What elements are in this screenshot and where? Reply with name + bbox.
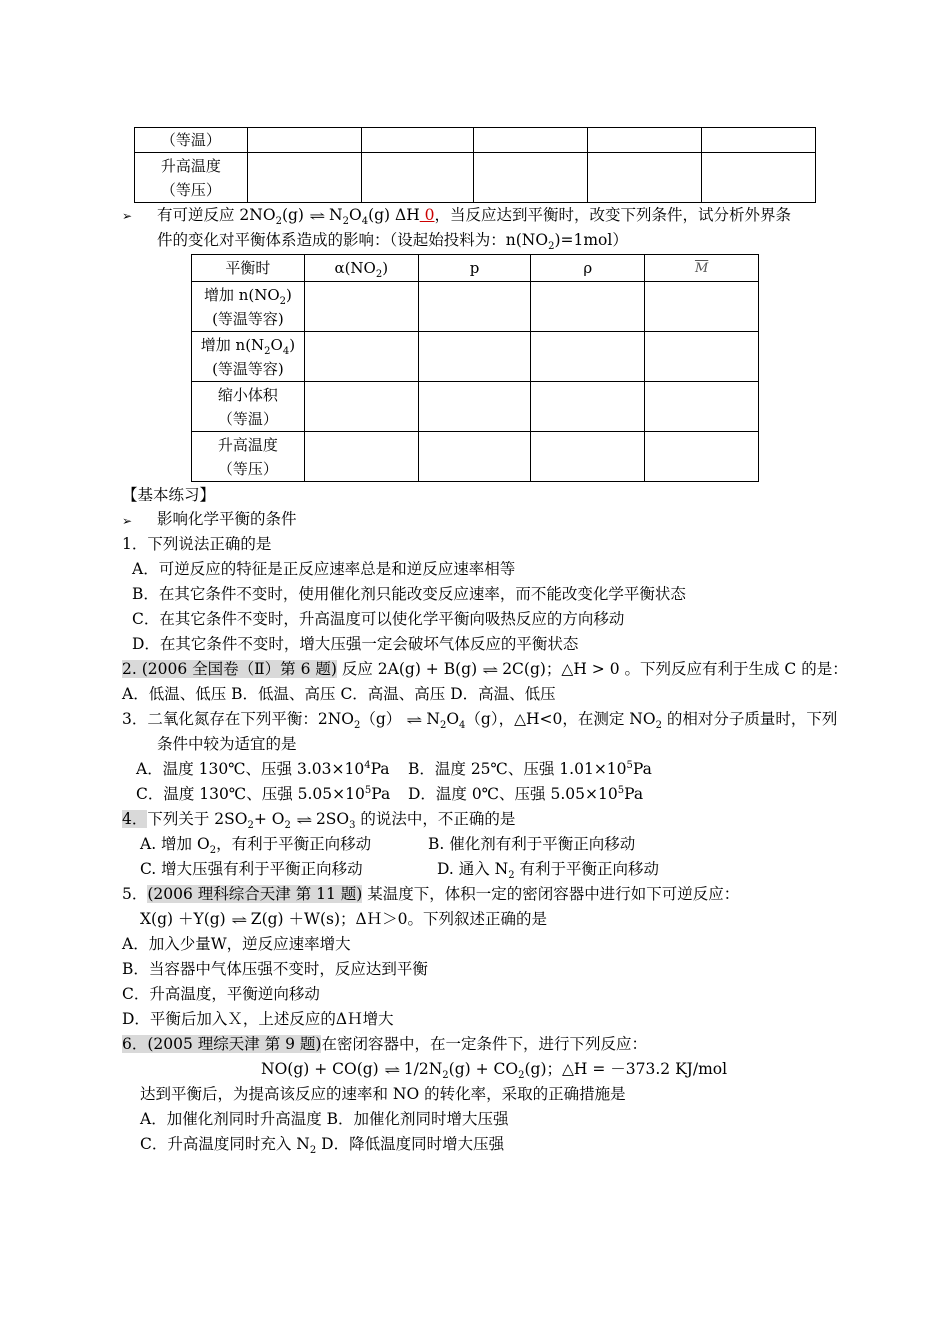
table-row	[192, 282, 759, 332]
row-label: 升高温度 （等压）	[192, 432, 305, 482]
option-b: B．温度 25℃、压强 $1.01\times 10^5Pa$	[408, 759, 652, 778]
question-stem: 2. (2006 全国卷（Ⅱ）第 6 题) 反应 2A(g) + B(g) ⇌ 2C(g)；△H > 0 。下列反应有利于生成 C 的是：	[122, 660, 848, 678]
equilibrium-arrow-icon: ⇌	[482, 663, 497, 677]
answer-blank: 0	[419, 206, 435, 224]
option-d: D．平衡后加入Ｘ，上述反应的ΔＨ增大	[122, 1010, 394, 1028]
row-label: 缩小体积 （等温）	[192, 382, 305, 432]
option-a: A．温度 130℃、压强 $3.03\times 10^4Pa$	[136, 759, 390, 778]
subsection-title: 影响化学平衡的条件	[157, 510, 297, 528]
table-partial-top	[134, 127, 816, 203]
column-header: ρ	[531, 255, 645, 282]
equilibrium-arrow-icon: ⇌	[309, 209, 324, 223]
question-intro-line2: 件的变化对平衡体系造成的影响：（设起始投料为：$n(NO_2)=1mol$）	[157, 231, 628, 253]
row-label: 增加 $n(NO_2)$ (等温等容)	[192, 282, 305, 332]
option-b: B. 催化剂有利于平衡正向移动	[428, 835, 636, 853]
option-a: A. 增加 $O_2$，有利于平衡正向移动	[140, 835, 372, 857]
table-row	[135, 153, 816, 203]
option-b: B．在其它条件不变时，使用催化剂只能改变反应速率，而不能改变化学平衡状态	[132, 585, 686, 603]
question-source: (2006 理科综合天津 第 11 题)	[147, 885, 363, 903]
row-label: 升高温度 （等压）	[135, 153, 248, 203]
table-header-row	[192, 255, 759, 282]
reaction-equation: NO(g) + CO(g) ⇌ $1/2N_2(g) + CO_2(g)$；△H = －373.2 KJ/mol	[261, 1060, 728, 1082]
table-row	[192, 382, 759, 432]
question-stem-line2: 达到平衡后，为提高该反应的速率和 NO 的转化率，采取的正确措施是	[140, 1085, 626, 1103]
table-row	[192, 332, 759, 382]
question-stem: 3．二氧化氮存在下列平衡：$2NO_2(g)$ ⇌ $N_2O_4(g)$，△H<0，在测定 $NO_2$ 的相对分子质量时，下列	[122, 710, 838, 732]
equilibrium-arrow-icon: ⇌	[296, 813, 311, 827]
option-d: D．在其它条件不变时，增大压强一定会破坏气体反应的平衡状态	[132, 635, 579, 653]
question-intro-line1: 有可逆反应 $2NO_2(g)$ ⇌ $N_2O_4(g)$ ΔH 0，当反应达到平衡时，改变下列条件，试分析外界条	[157, 206, 792, 228]
question-stem: 5．(2006 理科综合天津 第 11 题) 某温度下，体积一定的密闭容器中进行如下可逆反应：	[122, 885, 740, 903]
option-b: B．当容器中气体压强不变时，反应达到平衡	[122, 960, 428, 978]
table-row	[192, 432, 759, 482]
equilibrium-arrow-icon: ⇌	[384, 1063, 399, 1077]
reaction-equation: X(g) ＋Y(g) ⇌ Z(g) ＋W(s)；ΔＨ＞0。下列叙述正确的是	[140, 910, 548, 928]
column-header: p	[418, 255, 531, 282]
options-row: C．升高温度同时充入 $N_2$ D．降低温度同时增大压强	[140, 1135, 505, 1157]
option-c: C．温度 130℃、压强 $5.05\times 10^5Pa$	[136, 784, 391, 803]
column-header: $\alpha(NO_2)$	[304, 255, 418, 282]
question-source: 6．(2005 理综天津 第 9 题)	[122, 1035, 322, 1053]
bullet-icon: ➢	[122, 209, 133, 223]
options-row: A．低温、低压 B．低温、高压 C．高温、高压 D．高温、低压	[122, 685, 556, 703]
options-row: A．加催化剂同时升高温度 B．加催化剂同时增大压强	[140, 1110, 509, 1128]
question-stem-line2: 条件中较为适宜的是	[157, 735, 297, 753]
option-a: A．加入少量W，逆反应速率增大	[122, 935, 351, 953]
equilibrium-arrow-icon: ⇌	[406, 713, 422, 727]
table-row	[135, 128, 816, 153]
option-a: A．可逆反应的特征是正反应速率总是和逆反应速率相等	[132, 560, 516, 578]
row-label: （等温）	[135, 128, 248, 153]
bullet-icon: ➢	[122, 514, 133, 528]
question-stem: 4．下列关于 $2SO_2+ O_2$ ⇌ $2SO_3$ 的说法中，不正确的是	[122, 810, 516, 832]
row-label: 增加 $n(N_2O_4)$ (等温等容)	[192, 332, 305, 382]
column-header: $\overline{M}$	[645, 255, 759, 282]
option-d: D. 通入 $N_2$ 有利于平衡正向移动	[437, 860, 660, 882]
question-stem: 1．下列说法正确的是	[122, 535, 272, 553]
equilibrium-arrow-icon: ⇌	[231, 913, 246, 927]
column-header: 平衡时	[192, 255, 305, 282]
option-c: C. 增大压强有利于平衡正向移动	[140, 860, 363, 878]
option-c: C．在其它条件不变时，升高温度可以使化学平衡向吸热反应的方向移动	[132, 610, 625, 628]
question-stem: 6．(2005 理综天津 第 9 题)在密闭容器中，在一定条件下，进行下列反应：	[122, 1035, 647, 1053]
question-source: 2. (2006 全国卷（Ⅱ）第 6 题)	[122, 660, 337, 678]
option-d: D．温度 0℃、压强 $5.05\times 10^5Pa$	[408, 784, 644, 803]
section-heading: 【基本练习】	[122, 486, 216, 504]
option-c: C．升高温度，平衡逆向移动	[122, 985, 320, 1003]
equilibrium-table	[191, 254, 759, 482]
